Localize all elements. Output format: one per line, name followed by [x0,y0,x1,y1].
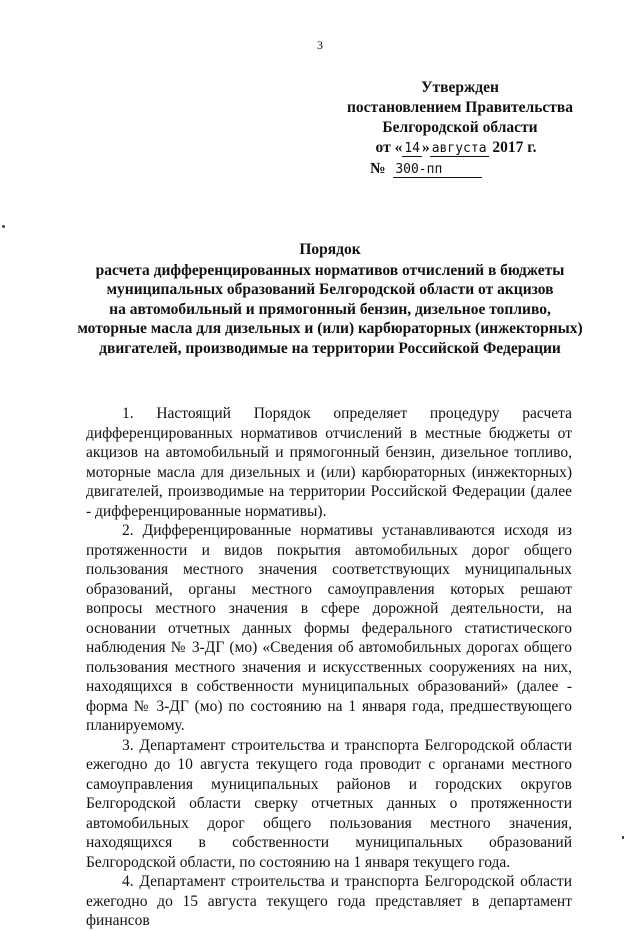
document-body [86,404,572,931]
approval-number [330,159,590,180]
number-value: 300-пп [393,162,482,178]
title-line: расчета дифференцированных нормативов отчислений в бюджеты [95,261,565,279]
page-number: 3 [317,38,323,52]
approval-line-resolution: постановлением Правительства [346,99,574,116]
title-line: муниципальных образований Белгородской области от акцизов [106,281,554,298]
paragraph-2: 2. Дифференцированные нормативы устанавливаются исходя из протяженности и видов покрытия автомобильных дорог общего пользования местного значения соответствующих муниципальных образований, органы местного самоуправления которых решают вопросы местного значения в сфере дорожной деятельности, на основании отчетных данных формы федерального статистического наблюдения № 3-ДГ (мо) «Сведения об автомобильных дорогах общего пользования местного значения и искусственных сооружениях на них, находящихся в собственности муниципальных образований» (далее - форма № 3-ДГ (мо) по состоянию на 1 января года, предшествующего планируемому. [86,522,572,734]
date-mid: » [421,139,430,156]
date-year: 2017 г. [488,139,537,156]
date-prefix: от « [375,139,403,156]
paragraph-1: 1. Настоящий Порядок определяет процедуру расчета дифференцированных нормативов отчислений в местные бюджеты от акцизов на автомобильный и прямогонный бензин, дизельное топливо, моторные масла для дизельных и (или) карбюраторных (инжекторных) двигателей, производимые на территории Российской Федерации (далее - дифференцированные нормативы). [86,405,572,520]
date-month: августа [431,141,487,156]
title-line: моторные масла для дизельных и (или) карбюраторных (инжекторных) [77,320,583,337]
title-line: на автомобильный и прямогонный бензин, дизельное топливо, [109,300,551,318]
document-title [60,240,600,358]
approval-line-approved: Утвержден [421,79,499,96]
title-heading: Порядок [299,241,361,258]
date-day: 14 [404,141,420,156]
paragraph-3: 3. Департамент строительства и транспорта Белгородской области ежегодно до 10 августа текущего года проводит с органами местного самоуправления муниципальных районов и городских округов Белгородской области сверку отчетных данных о протяженности автомобильных дорог общего пользования местного значения, находящихся в собственности муниципальных образований Белгородской области, по состоянию на 1 января текущего года. [86,736,572,871]
paragraph-4: 4. Департамент строительства и транспорта Белгородской области ежегодно до 15 августа текущего года представляет в департамент финансов [86,873,572,929]
approval-line-region: Белгородской области [382,119,538,136]
title-line: двигателей, производимые на территории Российской Федерации [99,339,561,357]
number-prefix: № [370,160,386,177]
approval-date [326,138,586,159]
scan-artifact [622,836,624,839]
approval-stamp [330,78,590,180]
scan-artifact [2,225,5,228]
